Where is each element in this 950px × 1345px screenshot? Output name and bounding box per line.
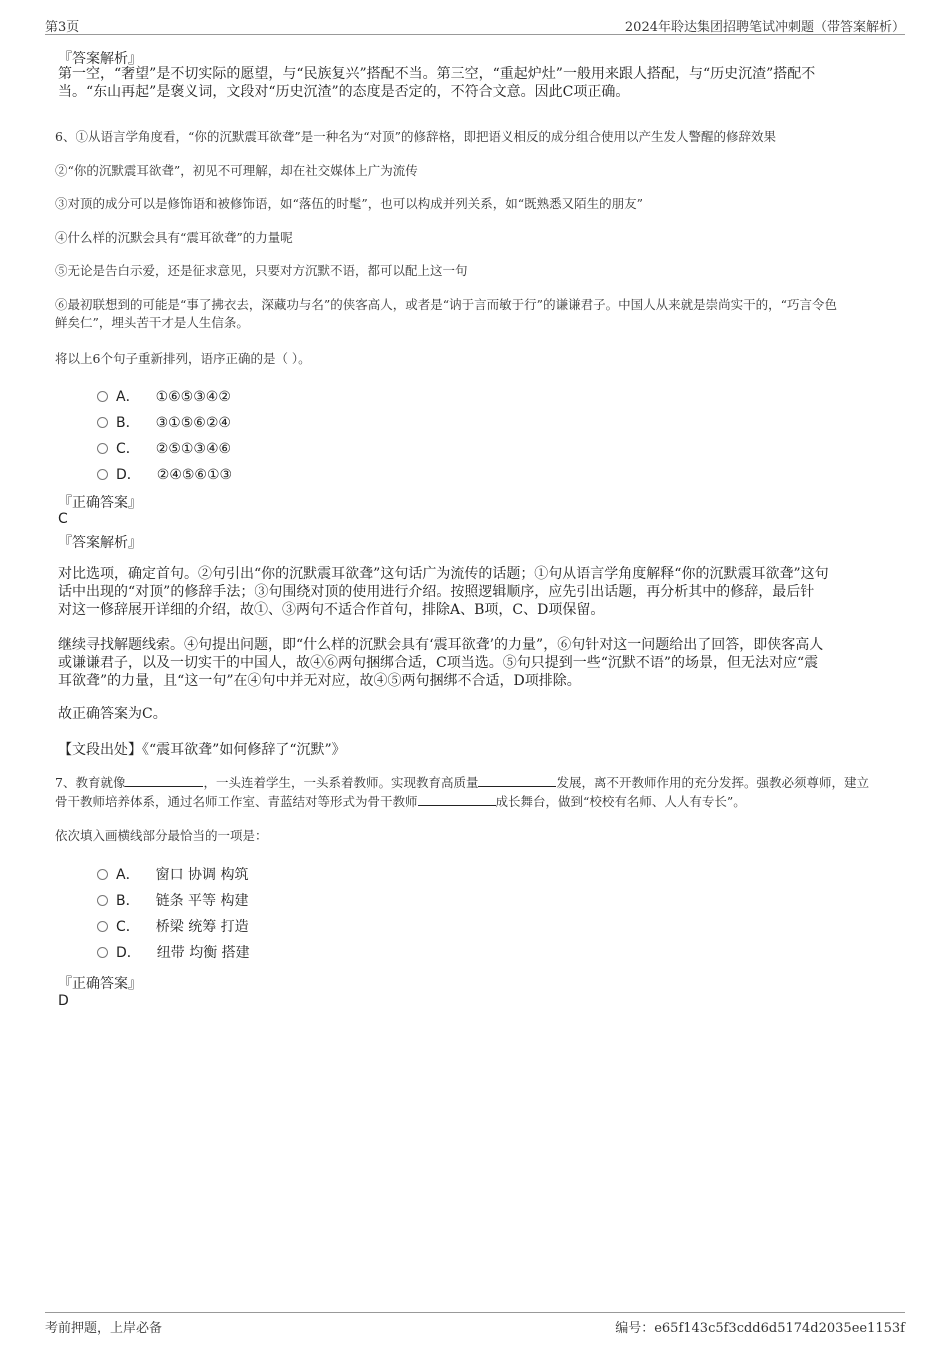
- prev-analysis-label: 『答案解析』: [58, 51, 142, 67]
- document-id: 编号：e65f143c5f3cdd6d5174d2035ee1153f: [615, 1321, 905, 1336]
- q7-option-a[interactable]: A． 窗口 协调 构筑: [97, 864, 248, 884]
- q6-option-b[interactable]: B． ③①⑤⑥②④: [97, 412, 231, 432]
- q7-prompt: 依次填入画横线部分最恰当的一项是：: [55, 828, 268, 843]
- document-title: 2024年聆达集团招聘笔试冲刺题（带答案解析）: [624, 20, 905, 35]
- q7-stem-line2: 骨干教师培养体系，通过名师工作室、青蓝结对等形式为骨干教师 成长舞台，做到“校校有名师、人人有专长”。: [55, 794, 746, 809]
- radio-icon[interactable]: [97, 443, 108, 454]
- footer-slogan: 考前押题，上岸必备: [45, 1321, 163, 1336]
- q7-option-c[interactable]: C． 桥梁 统筹 打造: [97, 916, 249, 936]
- radio-icon[interactable]: [97, 391, 108, 402]
- q6-analysis-p2-line2: 或谦谦君子，以及一切实干的中国人，故④⑥两句捆绑合适，C项当选。⑤句只提到一些“沉默不语”的场景，但无法对应“震: [58, 655, 819, 671]
- radio-icon[interactable]: [97, 947, 108, 958]
- blank-1: [125, 774, 203, 787]
- q6-prompt: 将以上6个句子重新排列，语序正确的是（ ）。: [55, 351, 311, 366]
- q6-sentence-1: 6、①从语言学角度看，“你的沉默震耳欲聋”是一种名为“对顶”的修辞格，即把语义相反的成分组合使用以产生发人警醒的修辞效果: [55, 129, 777, 144]
- q6-sentence-4: ④什么样的沉默会具有“震耳欲聋”的力量呢: [55, 230, 293, 245]
- q6-sentence-6-line2: 鲜矣仁”，埋头苦干才是人生信条。: [55, 315, 249, 330]
- q6-option-a[interactable]: A． ①⑥⑤③④②: [97, 386, 231, 406]
- q7-answer: D: [58, 993, 69, 1009]
- q7-answer-label: 『正确答案』: [58, 976, 142, 992]
- blank-2: [478, 774, 556, 787]
- q6-analysis-p1-line2: 话中出现的“对顶”的修辞手法；③句围绕对顶的使用进行介绍。按照逻辑顺序，应先引出话题，再分析其中的修辞，最后针: [58, 584, 815, 600]
- q6-analysis-conclusion: 故正确答案为C。: [58, 706, 167, 722]
- radio-icon[interactable]: [97, 869, 108, 880]
- page-number: 第3页: [45, 20, 80, 35]
- blank-3: [418, 793, 496, 806]
- q6-option-c[interactable]: C． ②⑤①③④⑥: [97, 438, 231, 458]
- radio-icon[interactable]: [97, 921, 108, 932]
- radio-icon[interactable]: [97, 417, 108, 428]
- prev-analysis-line1: 第一空，“奢望”是不切实际的愿望，与“民族复兴”搭配不当。第三空，“重起炉灶”一般用来跟人搭配，与“历史沉渣”搭配不: [58, 66, 816, 82]
- q6-option-d[interactable]: D． ②④⑤⑥①③: [97, 464, 232, 484]
- q6-sentence-6-line1: ⑥最初联想到的可能是“事了拂衣去，深藏功与名”的侠客高人，或者是“讷于言而敏于行”的谦谦君子。中国人从来就是崇尚实干的，“巧言令色: [55, 297, 837, 312]
- q6-sentence-3: ③对顶的成分可以是修饰语和被修饰语，如“落伍的时髦”，也可以构成并列关系，如“既熟悉又陌生的朋友”: [55, 196, 644, 211]
- q6-source: 【文段出处】《“震耳欲聋”如何修辞了“沉默”》: [58, 742, 346, 758]
- prev-analysis-line2: 当。“东山再起”是褒义词，文段对“历史沉渣”的态度是否定的，不符合文意。因此C项正确。: [58, 84, 630, 100]
- q7-option-b[interactable]: B． 链条 平等 构建: [97, 890, 249, 910]
- q6-analysis-label: 『答案解析』: [58, 535, 142, 551]
- q7-option-d[interactable]: D． 纽带 均衡 搭建: [97, 942, 250, 962]
- q6-analysis-p1-line1: 对比选项，确定首句。②句引出“你的沉默震耳欲聋”这句话广为流传的话题；①句从语言学角度解释“你的沉默震耳欲聋”这句: [58, 566, 829, 582]
- q6-analysis-p1-line3: 对这一修辞展开详细的介绍，故①、③两句不适合作首句，排除A、B项，C、D项保留。: [58, 602, 605, 618]
- page-header: [45, 12, 905, 35]
- radio-icon[interactable]: [97, 469, 108, 480]
- q6-answer-label: 『正确答案』: [58, 495, 142, 511]
- q7-stem-line1: 7、教育就像 ，一头连着学生，一头系着教师。实现教育高质量 发展，离不开教师作用的充分发挥。强教必须尊师，建立: [55, 775, 869, 790]
- q6-analysis-p2-line3: 耳欲聋”的力量，且“这一句”在④句中并无对应，故④⑤两句捆绑不合适，D项排除。: [58, 673, 581, 689]
- q6-sentence-5: ⑤无论是告白示爱，还是征求意见，只要对方沉默不语，都可以配上这一句: [55, 263, 468, 278]
- page-footer: [45, 1312, 905, 1335]
- q6-analysis-p2-line1: 继续寻找解题线索。④句提出问题，即“什么样的沉默会具有‘震耳欲聋’的力量”，⑥句针对这一问题给出了回答，即侠客高人: [58, 637, 824, 653]
- radio-icon[interactable]: [97, 895, 108, 906]
- q6-answer: C: [58, 511, 68, 527]
- q6-sentence-2: ②“你的沉默震耳欲聋”，初见不可理解，却在社交媒体上广为流传: [55, 163, 418, 178]
